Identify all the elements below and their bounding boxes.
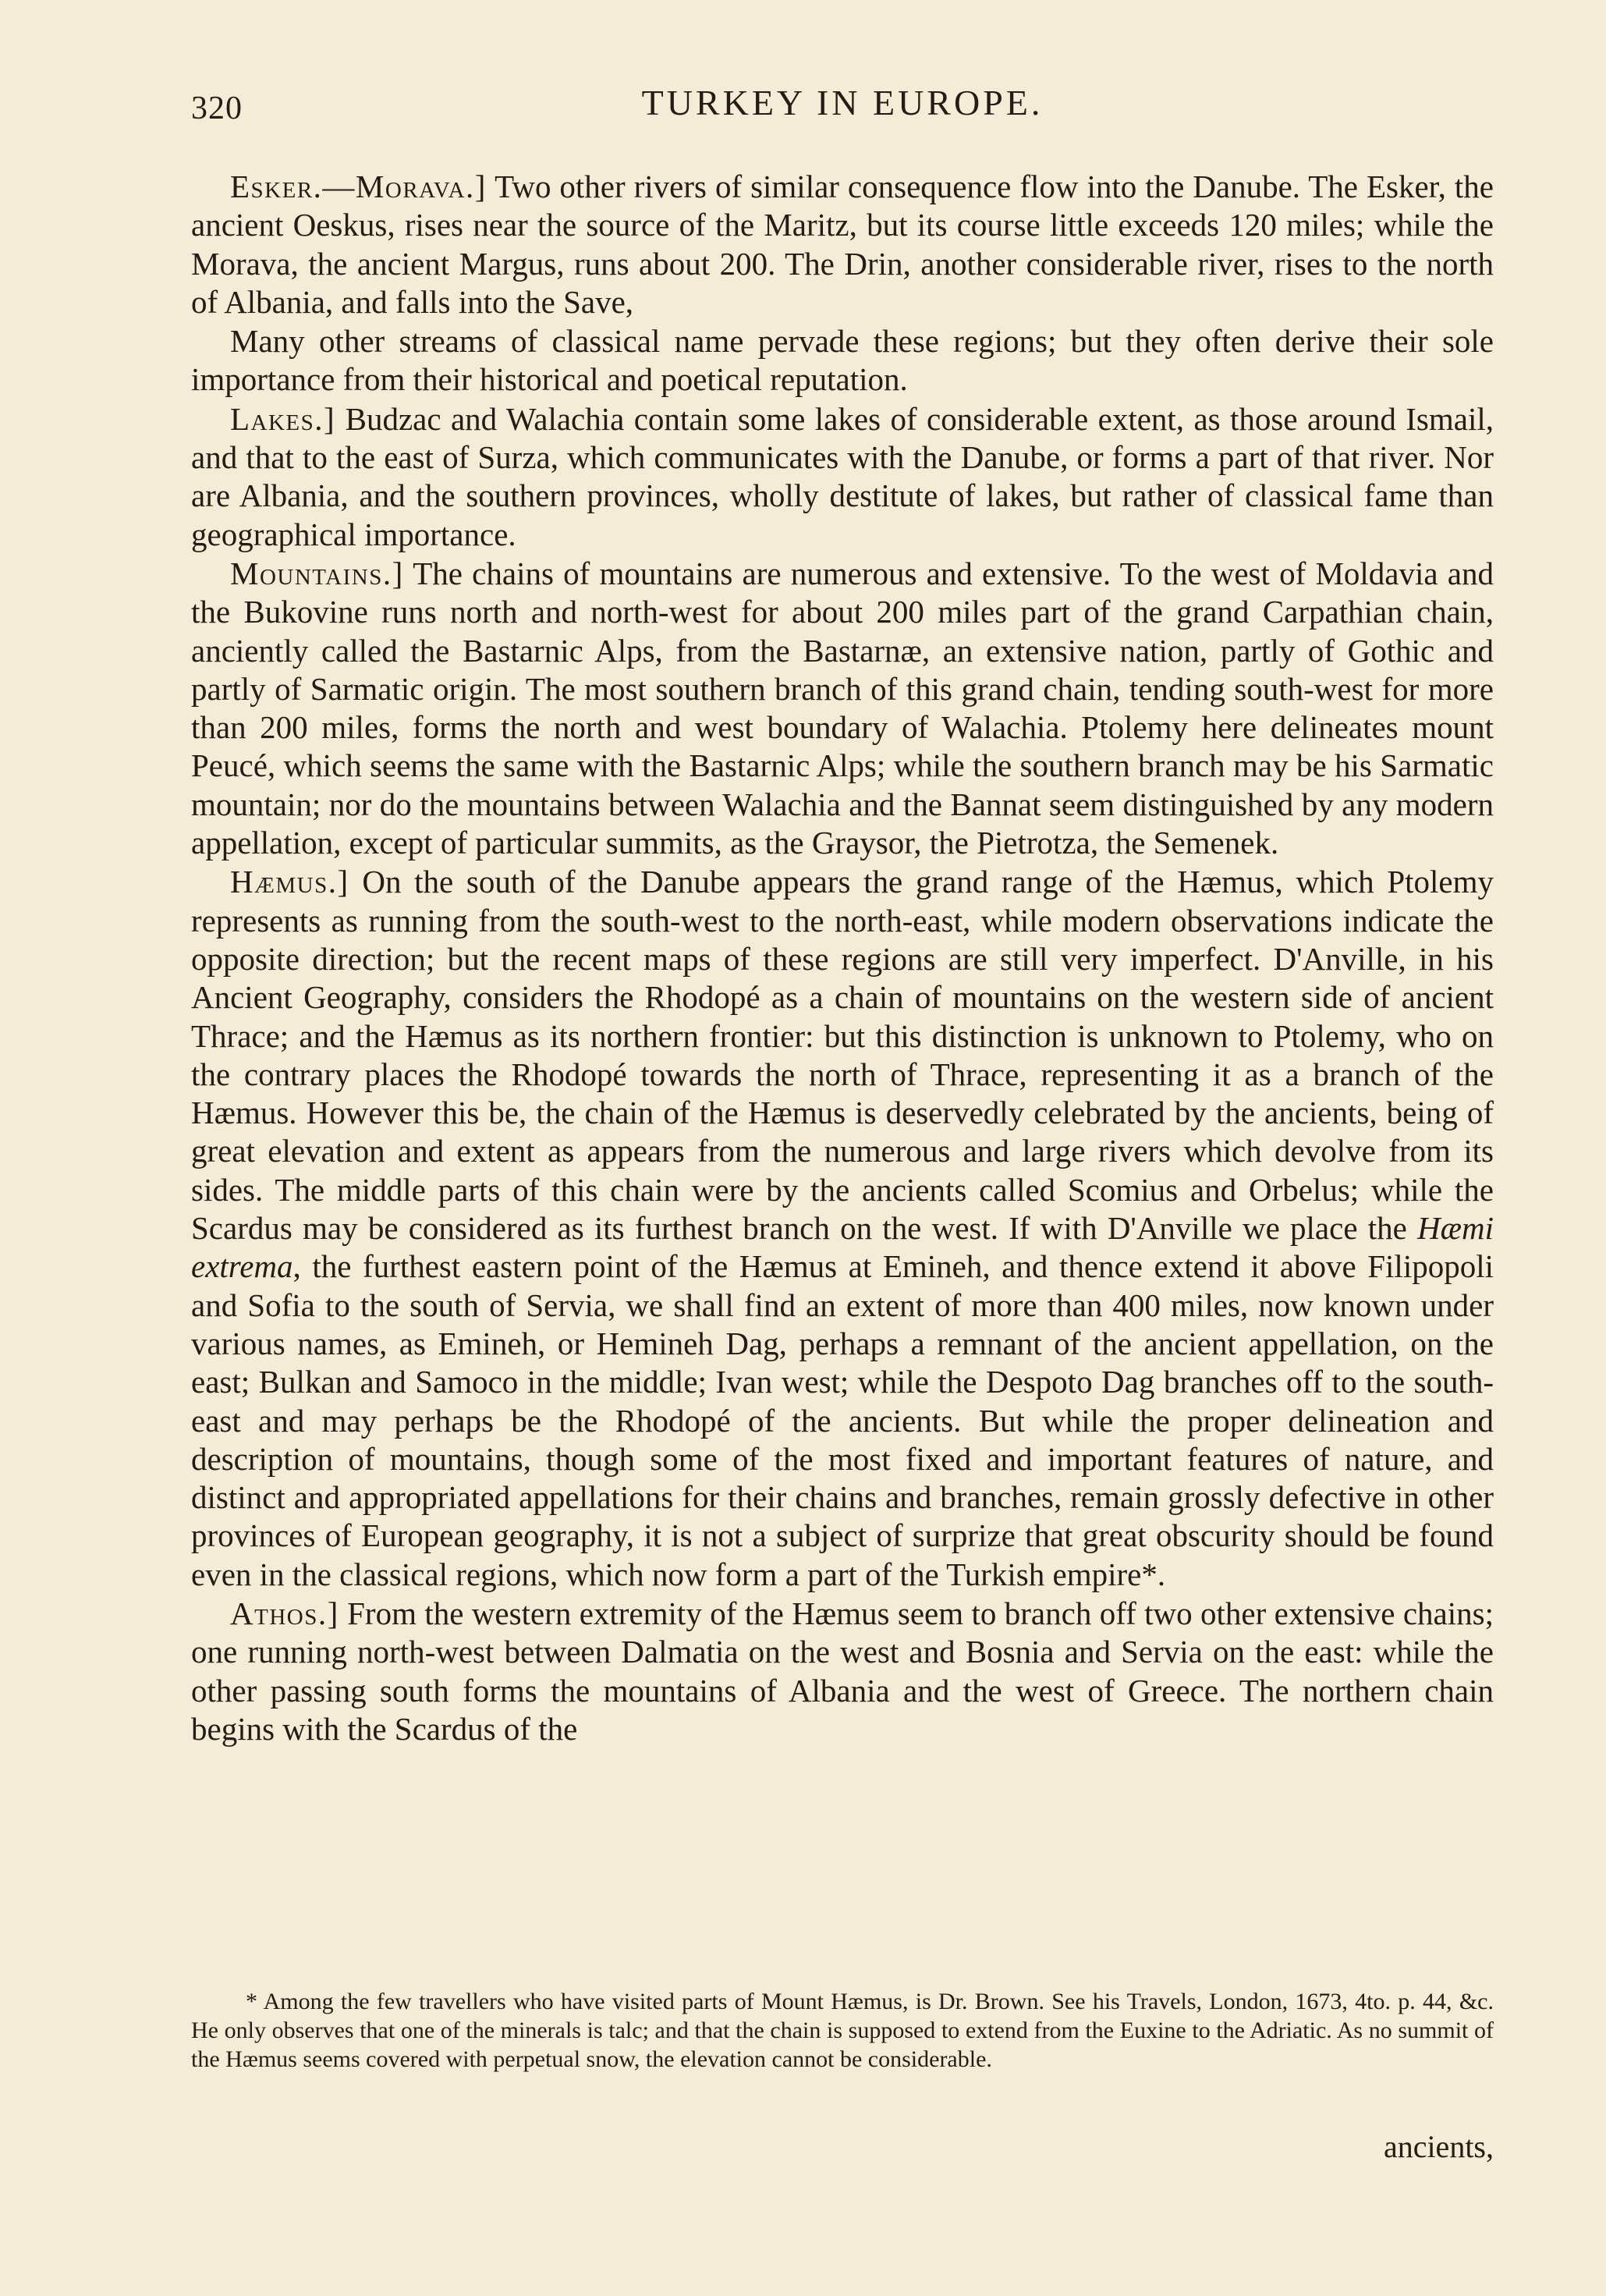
side-head-athos: Athos.]	[230, 1595, 339, 1631]
footnote: * Among the few travellers who have visited parts of Mount Hæmus, is Dr. Brown. See his Travels, London, 1673, 4to. p. 44, &c. He only observes that one of the minerals is talc; and that the chain is supposed to extend from the Euxine to the Adriatic. As no summit of the Hæmus seems covered with perpetual snow, the elevation cannot be considerable.	[191, 1989, 1494, 2072]
page-number: 320	[191, 90, 243, 126]
paragraph-text: On the south of the Danube appears the grand range of the Hæmus, which Ptolemy represents as running from the south-west to the north-east, while modern observations indicate the opposite direction; but the recent maps of these regions are still very imperfect. D'Anville, in his Ancient Geography, considers the Rhodopé as a chain of mountains on the western side of ancient Thrace; and the Hæmus as its northern frontier: but this distinction is unknown to Ptolemy, who on the contrary places the Rhodopé towards the north of Thrace, representing it as a branch of the Hæmus. However this be, the chain of the Hæmus is deservedly celebrated by the ancients, being of great elevation and extent as appears from the numerous and large rivers which devolve from its sides. The middle parts of this chain were by the ancients called Scomius and Orbelus; while the Scardus may be considered as its furthest branch on the west. If with D'Anville we place the	[191, 864, 1494, 1247]
running-title: TURKEY IN EUROPE.	[641, 83, 1044, 122]
paragraph-mountains	[191, 555, 1494, 862]
body-text	[191, 168, 1494, 1748]
side-head-haemus: Hæmus.]	[230, 864, 349, 900]
side-head-lakes: Lakes.]	[230, 400, 336, 437]
paragraph-text: Many other streams of classical name pervade these regions; but they often derive their sole importance from their historical and poetical reputation.	[191, 323, 1494, 398]
paragraph-haemus	[191, 863, 1494, 1594]
paragraph-athos	[191, 1595, 1494, 1748]
paragraph-text: From the western extremity of the Hæmus seem to branch off two other extensive chains; one running north-west between Dalmatia on the west and Bosnia and Servia on the east: while the other passing south forms the mountains of Albania and the west of Greece. The northern chain begins with the Scardus of the	[191, 1595, 1494, 1747]
paragraph-streams	[191, 322, 1494, 399]
side-head-mountains: Mountains.]	[230, 555, 404, 591]
paragraph-esker-morava	[191, 168, 1494, 321]
side-head-esker-morava: Esker.—Morava.]	[230, 169, 487, 204]
paragraph-text: Two other rivers of similar consequence flow into the Danube. The Esker, the ancient Oeskus, rises near the source of the Maritz, but its course little exceeds 120 miles; while the Morava, the ancient Margus, runs about 200. The Drin, another considerable river, rises to the north of Albania, and falls into the Save,	[191, 169, 1494, 320]
paragraph-text-continued: , the furthest eastern point of the Hæmus at Emineh, and thence extend it above Filipopoli and Sofia to the south of Servia, we shall find an extent of more than 400 miles, now known under various names, as Emineh, or Hemineh Dag, perhaps a remnant of the ancient appellation, on the east; Bulkan and Samoco in the middle; Ivan west; while the Despoto Dag branches off to the south-east and may perhaps be the Rhodopé of the ancients. But while the proper delineation and description of mountains, though some of the most fixed and important features of nature, and distinct and appropriated appellations for their chains and branches, remain grossly defective in other provinces of European geography, it is not a subject of surprize that great obscurity should be found even in the classical regions, which now form a part of the Turkish empire*.	[191, 1248, 1494, 1592]
paragraph-lakes	[191, 400, 1494, 554]
running-head	[191, 74, 1494, 137]
paragraph-text: Budzac and Walachia contain some lakes of considerable extent, as those around Ismail, and that to the east of Surza, which communicates with the Danube, or forms a part of that river. Nor are Albania, and the southern provinces, wholly destitute of lakes, but rather of classical fame than geographical importance.	[191, 400, 1494, 552]
paragraph-text: The chains of mountains are numerous and extensive. To the west of Moldavia and the Bukovine runs north and north-west for about 200 miles part of the grand Carpathian chain, anciently called the Bastarnic Alps, from the Bastarnæ, an extensive nation, partly of Gothic and partly of Sarmatic origin. The most southern branch of this grand chain, tending south-west for more than 200 miles, forms the north and west boundary of Walachia. Ptolemy here delineates mount Peucé, which seems the same with the Bastarnic Alps; while the southern branch may be his Sarmatic mountain; nor do the mountains between Walachia and the Bannat seem distinguished by any modern appellation, except of particular summits, as the Graysor, the Pietrotza, the Semenek.	[191, 555, 1494, 861]
book-page	[191, 74, 1494, 2259]
footnote-area	[191, 1987, 1494, 2074]
italic-phrase: Hæmi extrema	[191, 1210, 1494, 1285]
catchword: ancients,	[1383, 2129, 1494, 2164]
